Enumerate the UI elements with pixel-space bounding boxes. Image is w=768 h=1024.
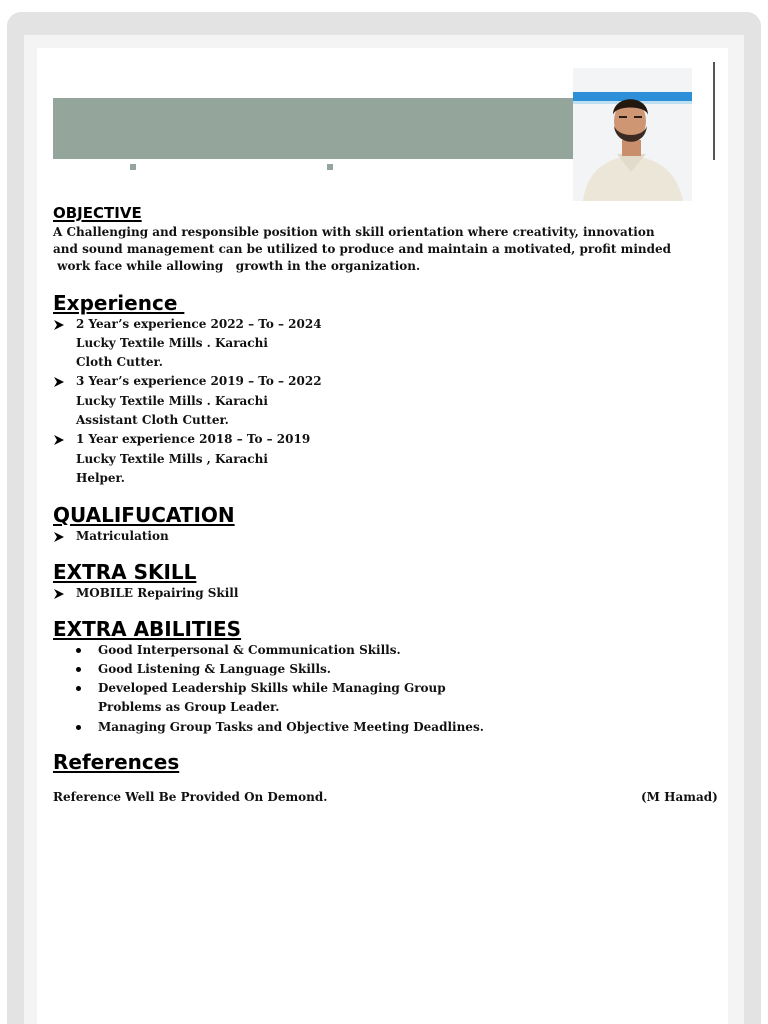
experience-company: Lucky Textile Mills , Karachi xyxy=(76,452,268,466)
experience-title: 3 Year’s experience 2019 – To – 2022 xyxy=(76,374,322,388)
bullet-icon xyxy=(76,686,81,691)
header-banner xyxy=(53,98,574,159)
qualification-heading: QUALIFUCATION xyxy=(53,503,235,527)
header-divider xyxy=(713,62,715,160)
ability-item-continued: Problems as Group Leader. xyxy=(98,700,280,714)
references-text: Reference Well Be Provided On Demond. xyxy=(53,790,328,804)
references-heading: References xyxy=(53,750,180,774)
ability-item: Good Listening & Language Skills. xyxy=(98,662,331,676)
extra-skill-item: MOBILE Repairing Skill xyxy=(76,586,239,600)
arrow-bullet-icon xyxy=(53,434,65,446)
experience-title: 2 Year’s experience 2022 – To – 2024 xyxy=(76,317,322,331)
banner-marker xyxy=(130,164,136,170)
experience-heading: Experience xyxy=(53,291,185,315)
signature-name: (M Hamad) xyxy=(641,790,718,804)
ability-item: Good Interpersonal & Communication Skills. xyxy=(98,643,401,657)
bullet-icon xyxy=(76,725,81,730)
ability-item: Managing Group Tasks and Objective Meeting Deadlines. xyxy=(98,720,484,734)
banner-marker xyxy=(327,164,333,170)
profile-photo xyxy=(573,68,692,201)
objective-line: work face while allowing growth in the organization. xyxy=(53,259,421,273)
experience-title: 1 Year experience 2018 – To – 2019 xyxy=(76,432,311,446)
arrow-bullet-icon xyxy=(53,319,65,331)
objective-line: and sound management can be utilized to produce and maintain a motivated, profit minded xyxy=(53,242,672,256)
arrow-bullet-icon xyxy=(53,531,65,543)
objective-line: A Challenging and responsible position with skill orientation where creativity, innovation xyxy=(53,225,655,239)
experience-company: Lucky Textile Mills . Karachi xyxy=(76,336,268,350)
arrow-bullet-icon xyxy=(53,376,65,388)
profile-photo-image xyxy=(573,68,692,201)
qualification-item: Matriculation xyxy=(76,529,169,543)
extra-skill-heading: EXTRA SKILL xyxy=(53,560,197,584)
arrow-bullet-icon xyxy=(53,588,65,600)
bullet-icon xyxy=(76,667,81,672)
ability-item: Developed Leadership Skills while Managing Group xyxy=(98,681,446,695)
objective-heading: OBJECTIVE xyxy=(53,204,142,222)
extra-abilities-heading: EXTRA ABILITIES xyxy=(53,617,242,641)
experience-company: Lucky Textile Mills . Karachi xyxy=(76,394,268,408)
bullet-icon xyxy=(76,648,81,653)
experience-role: Helper. xyxy=(76,471,125,485)
experience-role: Assistant Cloth Cutter. xyxy=(76,413,229,427)
experience-role: Cloth Cutter. xyxy=(76,355,163,369)
